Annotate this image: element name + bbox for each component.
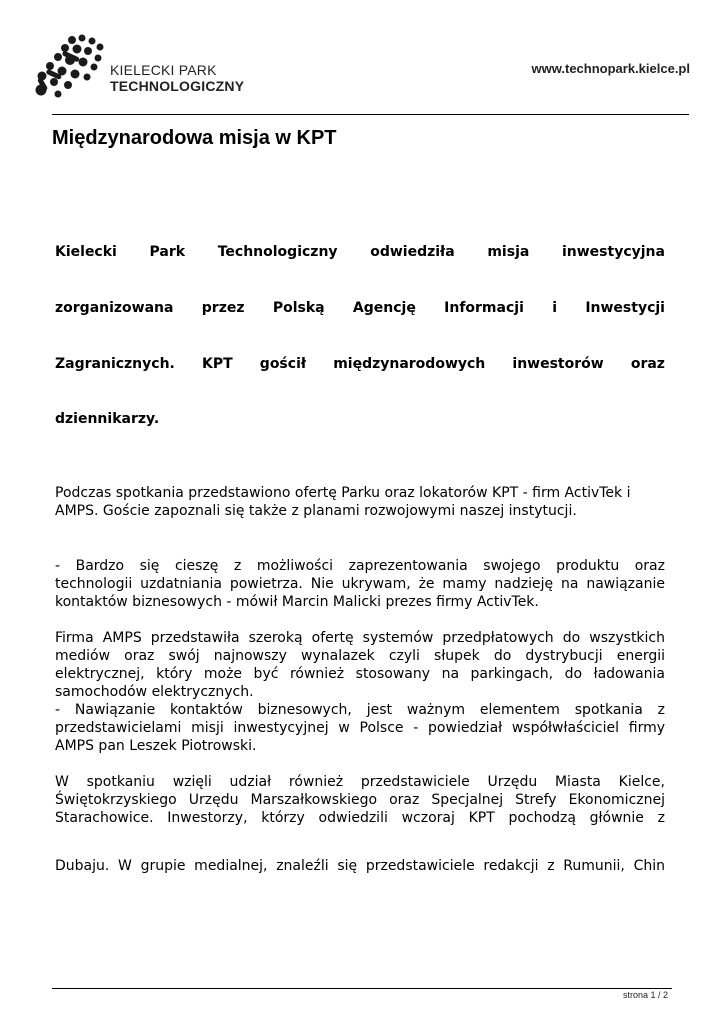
site-url-link[interactable]: www.technopark.kielce.pl (531, 61, 690, 76)
text-line: technologii uzdatniania powietrza. Nie ukrywam, że mamy nadzieję na nawiązanie (55, 576, 665, 592)
lead-word: odwiedziła (370, 244, 455, 260)
text-line: Firma AMPS przedstawiła szeroką ofertę systemów przedpłatowych do wszystkich (55, 630, 665, 646)
lead-word: Inwestycji (585, 300, 665, 316)
text-line: mediów oraz swój najnowszy wynalazek czyli słupek do dystrybucji energii (55, 648, 665, 664)
text-line: Starachowice. Inwestorzy, którzy odwiedzili wczoraj KPT pochodzą głównie z (55, 810, 665, 826)
paragraph-media (55, 857, 665, 875)
lead-word: zorganizowana (55, 300, 174, 316)
text-line: AMPS pan Leszek Piotrowski. (55, 738, 257, 754)
lead-word: Polską (272, 300, 325, 316)
paragraph-participants (55, 773, 665, 827)
paragraph-activtek-quote (55, 557, 665, 611)
text-line: AMPS. Goście zapoznali się także z planami rozwojowymi naszej instytucji. (55, 503, 577, 519)
logo-text-line2: TECHNOLOGICZNY (110, 78, 245, 94)
lead-word: inwestorów (512, 356, 604, 372)
lead-word: dziennikarzy. (55, 411, 160, 427)
text-line: Podczas spotkania przedstawiono ofertę Parku oraz lokatorów KPT - firm ActivTek i (55, 485, 631, 501)
logo-mark-icon (32, 32, 108, 102)
text-line: samochodów elektrycznych. (55, 684, 254, 700)
lead-line (55, 411, 665, 427)
lead-word: Agencję (352, 300, 416, 316)
lead-line (55, 300, 665, 316)
text-line: Dubaju. W grupie medialnej, znaleźli się przedstawiciele redakcji z Rumunii, Chin (55, 858, 665, 874)
lead-word: Kielecki (55, 244, 117, 260)
lead-word: Informacji (444, 300, 524, 316)
text-line: kontaktów biznesowych - mówił Marcin Malicki prezes firmy ActivTek. (55, 594, 539, 610)
text-line: przedstawicielami misji inwestycyjnej w Polsce - powiedział współwłaściciel firmy (55, 720, 665, 736)
paragraph-amps (55, 629, 665, 755)
lead-word: i (552, 300, 557, 316)
lead-line (55, 244, 665, 260)
header-divider (52, 114, 689, 115)
lead-word: Zagranicznych. (55, 356, 175, 372)
lead-word: Technologiczny (217, 244, 338, 260)
lead-line (55, 356, 665, 372)
lead-word: przez (201, 300, 245, 316)
text-line: W spotkaniu wzięli udział również przedstawiciele Urzędu Miasta Kielce, (55, 774, 665, 790)
lead-word: misja (487, 244, 530, 260)
lead-word: międzynarodowych (333, 356, 486, 372)
lead-word: gościł (259, 356, 307, 372)
footer-divider (52, 988, 672, 989)
text-line: Świętokrzyskiego Urzędu Marszałkowskiego oraz Specjalnej Strefy Ekonomicznej (55, 792, 665, 808)
lead-word: KPT (202, 356, 233, 372)
text-line: - Nawiązanie kontaktów biznesowych, jest ważnym elementem spotkania z (55, 702, 665, 718)
text-line: elektrycznej, który może być również stosowany na parkingach, do ładowania (55, 666, 665, 682)
lead-word: inwestycyjna (561, 244, 665, 260)
page-number: strona 1 / 2 (622, 990, 668, 1000)
logo-text-line1: KIELECKI PARK (110, 62, 217, 78)
page-title: Międzynarodowa misja w KPT (52, 127, 337, 149)
logo (32, 32, 247, 102)
lead-word: oraz (630, 356, 665, 372)
text-line: - Bardzo się cieszę z możliwości zaprezentowania swojego produktu oraz (55, 558, 665, 574)
paragraph-offer (55, 484, 665, 520)
lead-word: Park (149, 244, 186, 260)
